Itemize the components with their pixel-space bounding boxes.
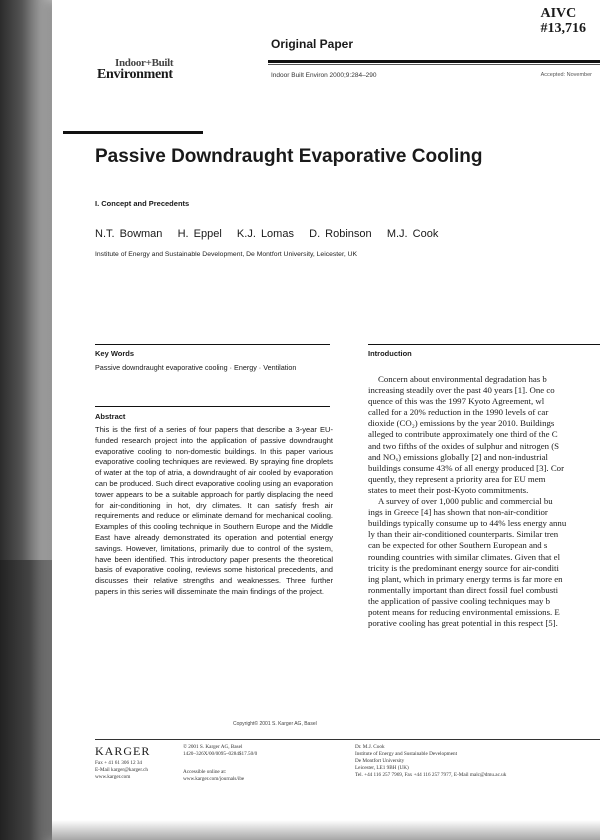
abstract-rule bbox=[95, 406, 330, 407]
introduction-line: A survey of over 1,000 public and commercial bu bbox=[378, 496, 553, 507]
publisher-fax: Fax + 41 61 306 12 34 bbox=[95, 760, 143, 766]
introduction-line: increasing steadily over the past 40 years [1]. One co bbox=[368, 385, 555, 396]
journal-citation: Indoor Built Environ 2000;9:284–290 bbox=[271, 72, 377, 79]
abstract-copyright: Copyright© 2001 S. Karger AG, Basel bbox=[233, 721, 317, 727]
introduction-line: buildings consume 43% of all energy produced [3]. Cor bbox=[368, 462, 565, 473]
introduction-line: states to meet their post-Kyoto commitments. bbox=[368, 484, 529, 495]
introduction-line: the application of passive cooling techniques may b bbox=[368, 595, 550, 606]
publisher-email: E-Mail karger@karger.ch bbox=[95, 767, 148, 773]
introduction-line: Concern about environmental degradation has b bbox=[378, 374, 547, 384]
publisher-web: www.karger.com bbox=[95, 774, 131, 780]
introduction-line: ings in Greece [4] has shown that non-air-conditior bbox=[368, 507, 548, 518]
introduction-line: ronmentally important than direct fossil fuel combusti bbox=[368, 584, 559, 595]
abstract-text: This is the first of a series of four papers that describe a 3-year EU-funded research project into the application of passive downdraught evaporative cooling to non-domestic buildings. In this paper various evaporative cooling techniques are reviewed. By spraying fine droplets of water at the top of atria, a downdraught of air cooled by evaporation can be produced. Such direct evaporative cooling using an evaporation tower appears to be a suitable approach for partly displacing the need for air-conditioning in hot, dry climates. It can satisfy fresh air requirements and reduce or eliminate demand for mechanical cooling. Examples of this cooling technique in Southern Europe and the Middle East have already demonstrated its operation and potential energy savings. However, limitations, primarily due to control of the system, have been identified. This introductory paper presents the theoretical basis of evaporative cooling, reviews some historical precedents, and discusses their relative strengths and weaknesses. Three further papers in this series will disseminate the main findings of the project. bbox=[95, 425, 333, 596]
introduction-line: ly than their air-conditioned counterparts. Similar tren bbox=[368, 529, 559, 540]
introduction-line: rounding countries with similar climates. Given that el bbox=[368, 551, 561, 562]
author-list: N.T. Bowman H. Eppel K.J. Lomas D. Robinson M.J. Cook bbox=[95, 228, 439, 240]
accepted-date: Accepted: November bbox=[540, 72, 592, 78]
aivc-stamp-line1: AIVC bbox=[540, 6, 577, 21]
introduction-text bbox=[368, 374, 600, 629]
affiliation: Institute of Energy and Sustainable Development, De Montfort University, Leicester, UK bbox=[95, 251, 358, 258]
title-rule bbox=[63, 131, 203, 134]
correspondence-name: Dr. M.J. Cook bbox=[355, 744, 385, 750]
header-rule-thin bbox=[268, 64, 600, 65]
publication-issn: 1420–326X/00/0095–0284$17.50/0 bbox=[183, 751, 258, 757]
publication-copyright: © 2001 S. Karger AG, Basel bbox=[183, 744, 243, 750]
journal-logo bbox=[97, 57, 173, 81]
introduction-line: tricity is the predominant energy source for air-conditi bbox=[368, 562, 559, 573]
correspondence-contact: Tel. +44 116 257 7969, Fax +44 116 257 7977, E-Mail malc@dmu.ac.uk bbox=[355, 772, 507, 778]
introduction-line: quence of this was the 1997 Kyoto Agreement, wl bbox=[368, 396, 545, 407]
keywords-rule bbox=[95, 344, 330, 345]
introduction-line: alleged to contribute approximately one third of the C bbox=[368, 429, 558, 440]
introduction-rule bbox=[368, 344, 600, 345]
journal-logo-line2: Environment bbox=[97, 67, 173, 82]
introduction-line: quently, they represent a priority area for EU mem bbox=[368, 473, 546, 484]
abstract-heading: Abstract bbox=[95, 412, 126, 421]
introduction-line: can be expected for other Southern European and s bbox=[368, 540, 548, 551]
correspondence bbox=[355, 744, 506, 779]
scan-shadow-bottom bbox=[52, 820, 600, 840]
aivc-stamp-line2: #13,716 bbox=[540, 21, 586, 36]
correspondence-institute: Institute of Energy and Sustainable Development bbox=[355, 751, 458, 757]
introduction-line: porative cooling has great potential in this respect [5]. bbox=[368, 618, 558, 629]
paper-type-label: Original Paper bbox=[271, 37, 354, 51]
correspondence-university: De Montfort University bbox=[355, 758, 405, 764]
introduction-line: ing plant, which in primary energy terms is far more en bbox=[368, 573, 563, 584]
header-rule bbox=[268, 60, 600, 63]
introduction-line: potent means for reducing environmental emissions. E bbox=[368, 606, 560, 617]
journal-logo-line1: Indoor+Built bbox=[115, 57, 174, 69]
introduction-line: and NOₓ) emissions globally [2] and non-industrial bbox=[368, 451, 548, 462]
correspondence-city: Leicester, LE1 9BH (UK) bbox=[355, 765, 409, 771]
article-subtitle: I. Concept and Precedents bbox=[95, 199, 190, 208]
online-access bbox=[183, 769, 244, 783]
introduction-line: and two fifths of the oxides of sulphur and nitrogen (S bbox=[368, 440, 560, 451]
introduction-line: called for a 20% reduction in the 1990 levels of car bbox=[368, 407, 549, 418]
keywords-heading: Key Words bbox=[95, 349, 135, 358]
publication-info bbox=[183, 744, 257, 758]
footer-rule bbox=[95, 739, 600, 740]
introduction-heading: Introduction bbox=[368, 349, 412, 358]
online-access-label: Accessible online at: bbox=[183, 769, 227, 775]
introduction-line: buildings typically consume up to 44% less energy annu bbox=[368, 518, 567, 529]
aivc-stamp bbox=[541, 6, 587, 36]
keywords-text: Passive downdraught evaporative cooling · Energy · Ventilation bbox=[95, 363, 297, 372]
introduction-line: dioxide (CO₂) emissions by the year 2010. Buildings bbox=[368, 418, 555, 429]
introduction-column bbox=[368, 370, 600, 730]
article-title: Passive Downdraught Evaporative Cooling bbox=[95, 146, 483, 167]
journal-url: www.karger.com/journals/ibe bbox=[183, 776, 245, 782]
publisher-contact bbox=[95, 760, 148, 781]
publisher-logo: KARGER bbox=[95, 744, 151, 758]
